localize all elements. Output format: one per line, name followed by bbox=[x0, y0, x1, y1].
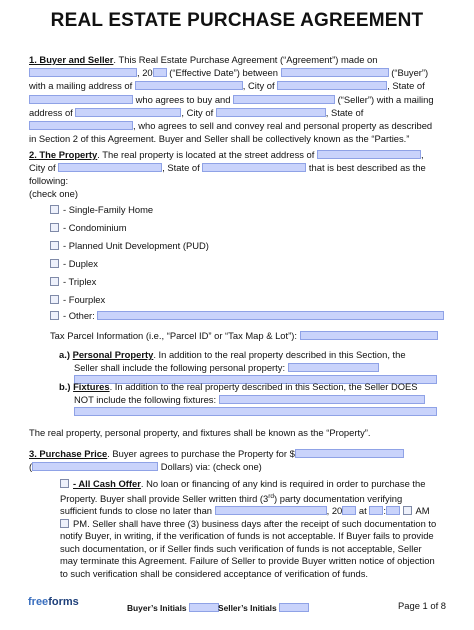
option-triplex[interactable] bbox=[50, 276, 96, 287]
purchase-price-field[interactable] bbox=[295, 449, 404, 458]
seller-initials-label: Seller’s Initials bbox=[218, 603, 277, 613]
pm-checkbox[interactable] bbox=[60, 519, 69, 528]
checkbox[interactable] bbox=[50, 205, 59, 214]
section-purchase-price bbox=[29, 447, 449, 473]
option-duplex[interactable] bbox=[50, 258, 98, 269]
tax-parcel-field[interactable] bbox=[300, 331, 438, 340]
text: , who agrees to sell and convey real and personal property as described bbox=[133, 120, 433, 132]
text: , State of bbox=[162, 162, 200, 174]
property-definition: The real property, personal property, and fixtures shall be known as the “Property”. bbox=[29, 427, 371, 438]
text: Property. Buyer shall provide Seller written third (3 bbox=[60, 492, 269, 504]
purchase-price-words-field[interactable] bbox=[32, 462, 158, 471]
text: with a mailing address of bbox=[29, 80, 133, 92]
text: may terminate this Agreement. Failure of Seller to provide Buyer written notice of objection bbox=[60, 555, 435, 567]
text: PM. Seller shall have three (3) business days after the receipt of such documentation to bbox=[73, 517, 437, 529]
text: . In addition to the real property described in this Section, the bbox=[153, 349, 406, 360]
checkbox[interactable] bbox=[50, 295, 59, 304]
text: , 20 bbox=[326, 505, 343, 517]
seller-address-field[interactable] bbox=[75, 108, 181, 117]
option-label: - Duplex bbox=[63, 258, 98, 269]
option-label: - Condominium bbox=[63, 222, 127, 233]
text: . In addition to the real property described in this Section, the Seller DOES bbox=[109, 381, 418, 392]
cash-offer-title: - All Cash Offer bbox=[73, 478, 141, 489]
text: NOT include the following fixtures: bbox=[74, 393, 217, 405]
text: ) party documentation verifying bbox=[274, 492, 403, 504]
text: , 20 bbox=[137, 67, 153, 79]
checkbox[interactable] bbox=[50, 223, 59, 232]
page-number: Page 1 of 8 bbox=[398, 600, 446, 611]
logo-free: free bbox=[28, 596, 49, 608]
buyer-name-field[interactable] bbox=[281, 68, 389, 77]
text: (“Effective Date”) between bbox=[166, 67, 278, 79]
property-city-field[interactable] bbox=[58, 163, 162, 172]
text: Dollars) via: (check one) bbox=[158, 461, 262, 473]
section1-line7: in Section 2 of this Agreement. Buyer and Seller shall be collectively known as the “Parties.” bbox=[29, 133, 410, 145]
document-title: REAL ESTATE PURCHASE AGREEMENT bbox=[50, 10, 424, 31]
option-pud[interactable] bbox=[50, 240, 209, 251]
option-condominium[interactable] bbox=[50, 222, 127, 233]
text: , State of bbox=[325, 106, 364, 118]
text: : bbox=[383, 505, 386, 517]
text: . The real property is located at the street address of bbox=[97, 149, 315, 160]
seller-initials bbox=[218, 603, 309, 613]
agreement-year-field[interactable] bbox=[153, 68, 167, 77]
buyer-address-field[interactable] bbox=[135, 81, 243, 90]
am-label: AM bbox=[415, 505, 430, 517]
option-label: - Single-Family Home bbox=[63, 204, 154, 215]
clause-title: Personal Property bbox=[72, 349, 154, 360]
section-buyer-seller bbox=[29, 53, 449, 145]
text: sufficient funds to close no later than bbox=[60, 505, 213, 517]
text: (“Buyer”) bbox=[388, 67, 429, 79]
clause-label: b.) bbox=[59, 381, 71, 392]
other-property-field[interactable] bbox=[97, 311, 444, 320]
close-year-field[interactable] bbox=[342, 506, 356, 515]
text: , City of bbox=[242, 80, 275, 92]
fixtures-clause bbox=[59, 381, 441, 419]
tax-parcel-row bbox=[50, 330, 438, 341]
seller-city-field[interactable] bbox=[216, 108, 326, 117]
option-label: - Triplex bbox=[63, 276, 97, 287]
buyer-initials bbox=[127, 603, 219, 613]
option-label: - Planned Unit Development (PUD) bbox=[63, 240, 209, 251]
cash-offer-checkbox[interactable] bbox=[60, 479, 69, 488]
option-label: - Other: bbox=[63, 310, 95, 321]
section1-line1: . This Real Estate Purchase Agreement (“Agreement”) made on bbox=[113, 54, 378, 65]
property-street-field[interactable] bbox=[317, 150, 421, 159]
text: notify Buyer, in writing, if the verification of funds is not acceptable. If Buyer fails to provide bbox=[60, 530, 434, 542]
freeforms-logo bbox=[28, 596, 79, 608]
am-checkbox[interactable] bbox=[403, 506, 412, 515]
fixtures-field-1[interactable] bbox=[219, 395, 425, 404]
logo-forms: forms bbox=[48, 596, 79, 608]
text: City of bbox=[29, 162, 56, 174]
option-fourplex[interactable] bbox=[50, 294, 105, 305]
checkbox[interactable] bbox=[50, 311, 59, 320]
personal-property-field-1[interactable] bbox=[288, 363, 379, 372]
buyer-initials-label: Buyer’s Initials bbox=[127, 603, 187, 613]
text: , State of bbox=[387, 80, 425, 92]
text: (“Seller”) with a mailing bbox=[335, 93, 434, 105]
seller-name-field[interactable] bbox=[233, 95, 335, 104]
tax-parcel-label: Tax Parcel Information (i.e., “Parcel ID” or “Tax Map & Lot”): bbox=[50, 330, 297, 341]
section-property: 2. The Property. The real property is located at the street address of , City of , State of that is best described as the following: bbox=[29, 148, 449, 188]
cash-offer-option bbox=[60, 478, 446, 580]
section2-heading: 2. The Property bbox=[29, 149, 98, 160]
close-minute-field[interactable] bbox=[386, 506, 400, 515]
text: , City of bbox=[181, 106, 214, 118]
clause-label: a.) bbox=[59, 349, 70, 360]
clause-title: Fixtures bbox=[73, 381, 110, 392]
text: Seller shall include the following personal property: bbox=[74, 361, 286, 373]
superscript: rd bbox=[268, 492, 275, 500]
text: that is best described as the bbox=[306, 162, 426, 174]
text: such documentation, or if Seller finds such verification of funds is not acceptable, Seller bbox=[60, 542, 422, 554]
option-label: - Fourplex bbox=[63, 294, 106, 305]
text: at bbox=[356, 505, 367, 517]
text: . Buyer agrees to purchase the Property for $ bbox=[107, 448, 295, 459]
buyer-city-field[interactable] bbox=[277, 81, 387, 90]
check-one-label: (check one) bbox=[29, 188, 78, 199]
text: . No loan or financing of any kind is required in order to purchase the bbox=[140, 478, 426, 489]
buyer-initials-field[interactable] bbox=[189, 603, 219, 612]
option-other[interactable] bbox=[50, 310, 444, 321]
close-hour-field[interactable] bbox=[369, 506, 383, 515]
close-date-field[interactable] bbox=[215, 506, 327, 515]
section1-heading: 1. Buyer and Seller bbox=[29, 54, 114, 65]
text: following: bbox=[29, 175, 69, 187]
option-single-family[interactable] bbox=[50, 204, 153, 215]
fixtures-field-2[interactable] bbox=[74, 407, 437, 416]
seller-state-field[interactable] bbox=[29, 121, 133, 130]
seller-initials-field[interactable] bbox=[279, 603, 309, 612]
buyer-state-field[interactable] bbox=[29, 95, 133, 104]
checkbox[interactable] bbox=[50, 241, 59, 250]
text: to such verification shall be considered acceptance of verification of funds. bbox=[60, 567, 368, 579]
section3-heading: 3. Purchase Price bbox=[29, 448, 108, 459]
text: address of bbox=[29, 106, 73, 118]
text: who agrees to buy and bbox=[135, 93, 231, 105]
checkbox[interactable] bbox=[50, 259, 59, 268]
checkbox[interactable] bbox=[50, 277, 59, 286]
property-state-field[interactable] bbox=[202, 163, 306, 172]
text: ( bbox=[29, 461, 33, 473]
agreement-date-field[interactable] bbox=[29, 68, 137, 77]
